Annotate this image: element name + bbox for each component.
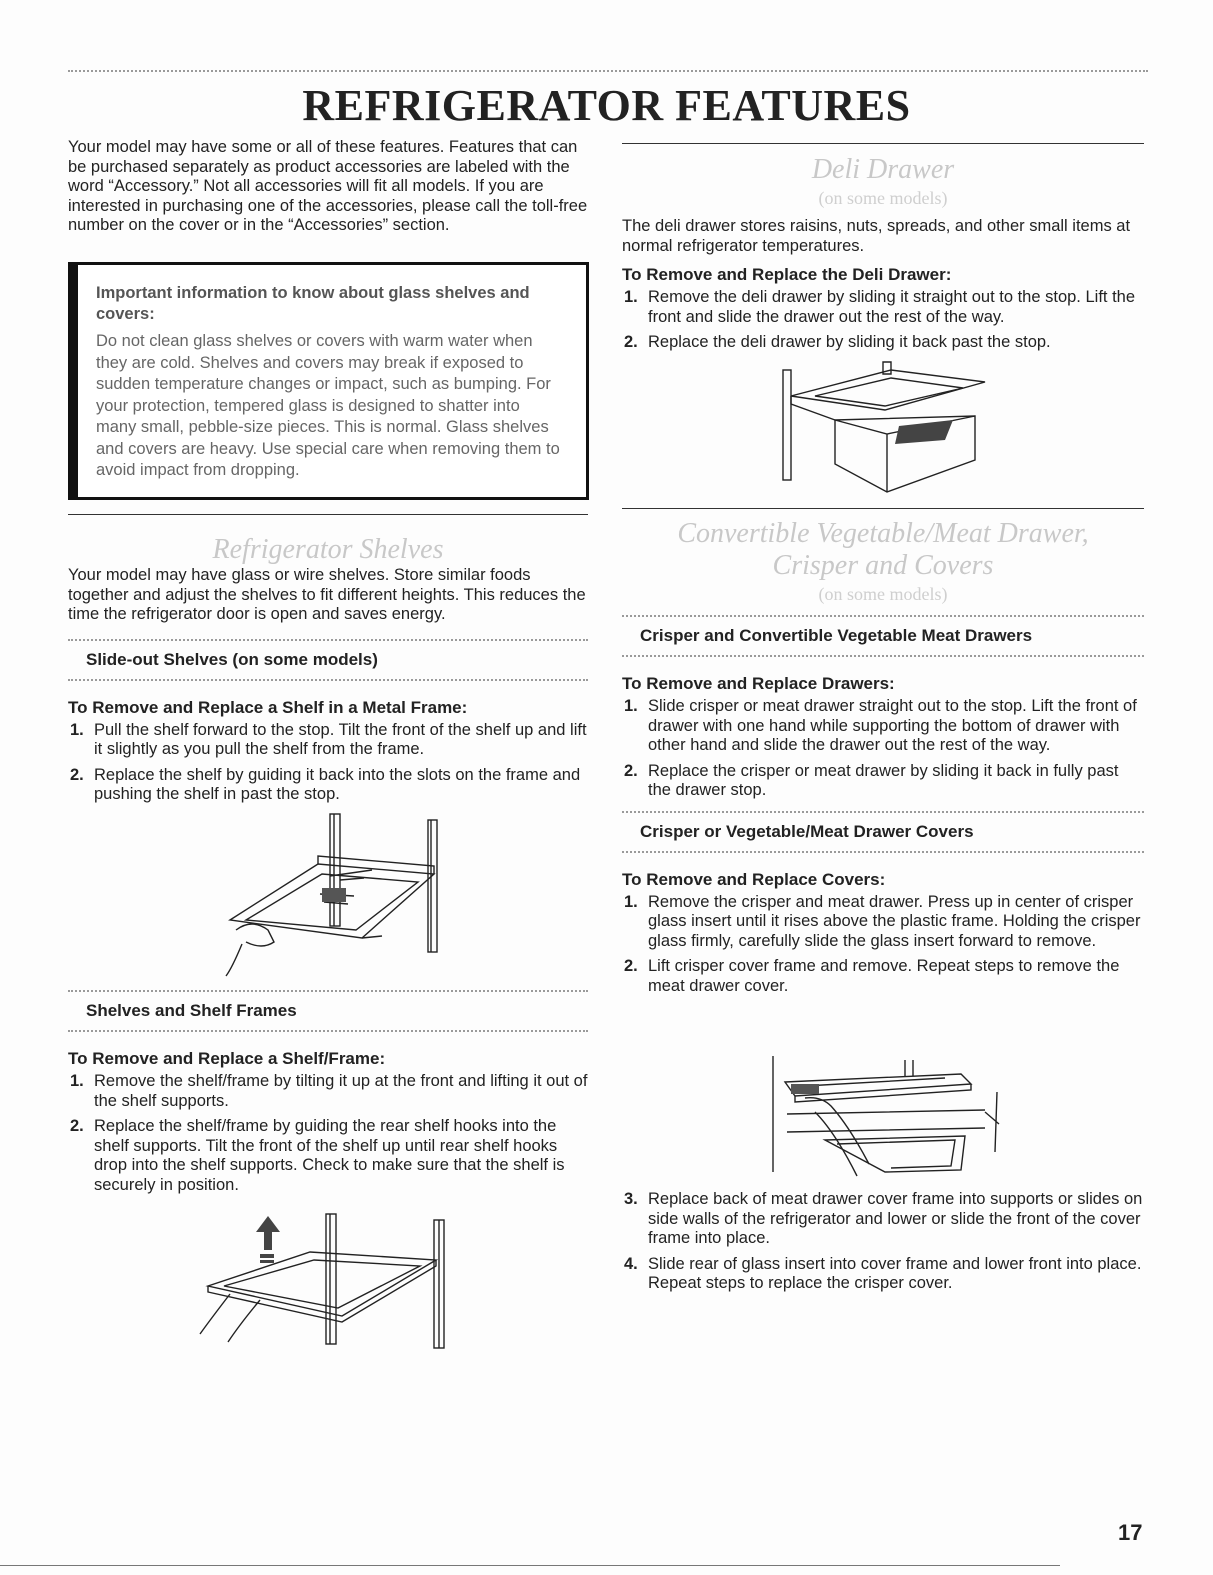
list-item: [622, 333, 1144, 353]
deli-steps: [622, 288, 1144, 353]
crisper-divider: [622, 508, 1144, 509]
intro-block: [68, 138, 588, 236]
step-text: Remove the shelf/frame by tilting it up at the front and lifting it out of the shelf supports.: [94, 1072, 588, 1110]
step-text: Replace the crisper or meat drawer by sliding it back in fully past the drawer stop.: [648, 761, 1119, 799]
drawers-heading: To Remove and Replace Drawers:: [622, 674, 895, 693]
deli-divider: [622, 143, 1144, 144]
step-number: 1.: [624, 288, 638, 306]
slide-out-band-label: Slide-out Shelves (on some models): [86, 649, 378, 669]
step-number: 1.: [624, 697, 638, 715]
step-number: 2.: [70, 1117, 84, 1135]
step-text: Replace the shelf/frame by guiding the rear shelf hooks into the shelf supports. Tilt the front of the shelf up until rear shelf hooks drop into the shelf supports. Check to make sure that the shelf is securely in position.: [94, 1117, 565, 1194]
glass-warning-box: [68, 262, 589, 500]
covers-band-label: Crisper or Vegetable/Meat Drawer Covers: [640, 821, 974, 841]
frames-section: [68, 990, 588, 1201]
crisper-title-line2: Crisper and Covers: [772, 550, 994, 581]
step-text: Remove the deli drawer by sliding it straight out to the stop. Lift the front and slide the drawer out the rest of the way.: [648, 288, 1136, 326]
warning-heading: Important information to know about glass shelves and covers:: [96, 284, 530, 323]
step-number: 2.: [624, 333, 638, 351]
list-item: [68, 1117, 588, 1195]
list-item: [622, 957, 1144, 996]
list-item: [622, 1190, 1144, 1249]
step-number: 1.: [70, 1072, 84, 1090]
list-item: [68, 721, 588, 760]
frames-band: [68, 990, 588, 1032]
step-text: Pull the shelf forward to the stop. Tilt the front of the shelf up and lift it slightly as you pull the shelf from the frame.: [94, 720, 587, 758]
deli-subtitle: (on some models): [818, 188, 948, 208]
warning-body: Do not clean glass shelves or covers with warm water when they are cold. Shelves and covers may break if exposed to sudden temperature changes or impact, such as bumping. For your protection, tempered glass is designed to shatter into many small, pebble-size pieces. This is normal. Glass shelves and covers are heavy. Use special care when removing them to avoid impact from dropping.: [96, 332, 560, 479]
covers-steps-after: [622, 1190, 1144, 1294]
covers-steps-continued: [622, 1188, 1144, 1300]
shelves-section: [68, 534, 588, 811]
slide-out-heading: To Remove and Replace a Shelf in a Metal Frame:: [68, 697, 468, 717]
frames-band-label: Shelves and Shelf Frames: [86, 1001, 297, 1020]
step-number: 1.: [624, 892, 638, 911]
list-item: [622, 697, 1144, 756]
shelves-divider: [68, 514, 588, 515]
step-text: Replace the shelf by guiding it back into the slots on the frame and pushing the shelf in past the stop.: [94, 765, 581, 803]
covers-band: [622, 811, 1144, 853]
list-item: [622, 762, 1144, 801]
slide-out-steps: [68, 721, 588, 805]
covers-heading: To Remove and Replace Covers:: [622, 869, 886, 889]
crisper-section: [622, 518, 1144, 1002]
slide-out-shelf-illustration: [222, 808, 452, 980]
list-item: [68, 1072, 588, 1111]
list-item: [622, 893, 1144, 952]
deli-heading: To Remove and Replace the Deli Drawer:: [622, 265, 952, 284]
frames-steps: [68, 1072, 588, 1195]
step-text: Slide crisper or meat drawer straight out to the stop. Lift the front of drawer with one hand while supporting the bottom of drawer with other hand and slide the drawer out the rest of the way.: [648, 697, 1137, 754]
step-number: 3.: [624, 1190, 638, 1208]
drawers-band-label: Crisper and Convertible Vegetable Meat Drawers: [640, 626, 1033, 645]
crisper-title-line1: Convertible Vegetable/Meat Drawer,: [677, 518, 1089, 549]
step-number: 2.: [624, 957, 638, 975]
step-text: Replace the deli drawer by sliding it back past the stop.: [648, 333, 1051, 351]
top-rule: [68, 70, 1148, 72]
step-text: Replace back of meat drawer cover frame into supports or slides on side walls of the refrigerator and lower or slide the front of the cover frame into place.: [648, 1190, 1143, 1247]
crisper-subtitle: (on some models): [818, 584, 948, 604]
step-text: Slide rear of glass insert into cover frame and lower front into place. Repeat steps to replace the crisper cover.: [648, 1254, 1142, 1292]
step-text: Lift crisper cover frame and remove. Repeat steps to remove the meat drawer cover.: [648, 957, 1120, 995]
bottom-rule: [0, 1565, 1060, 1566]
covers-steps: [622, 893, 1144, 997]
drawers-steps: [622, 697, 1144, 801]
shelf-frame-illustration: [190, 1210, 460, 1350]
deli-drawer-illustration: [775, 360, 995, 500]
list-item: [622, 288, 1144, 327]
list-item: [68, 766, 588, 805]
step-number: 2.: [70, 765, 84, 784]
page-number: 17: [1118, 1520, 1143, 1545]
slide-out-band: [68, 639, 588, 681]
step-number: 2.: [624, 761, 638, 780]
shelves-text: Your model may have glass or wire shelves. Store similar foods together and adjust the shelves to fit different heights. This reduces the time the refrigerator door is open and saves energy.: [68, 566, 586, 623]
intro-text: Your model may have some or all of these features. Features that can be purchased separately as product accessories are labeled with the word “Accessory.” Not all accessories will fit all models. If you are interested in purchasing one of the accessories, please call the toll-free number on the cover or in the “Accessories” section.: [68, 138, 588, 234]
deli-section: [622, 154, 1144, 359]
step-number: 4.: [624, 1254, 638, 1273]
crisper-cover-illustration: [765, 1052, 1015, 1182]
page-title: REFRIGERATOR FEATURES: [302, 81, 911, 130]
frames-heading: To Remove and Replace a Shelf/Frame:: [68, 1049, 386, 1068]
shelves-title: Refrigerator Shelves: [212, 534, 444, 565]
step-number: 1.: [70, 720, 84, 739]
deli-title: Deli Drawer: [811, 154, 955, 185]
drawers-band: [622, 615, 1144, 657]
step-text: Remove the crisper and meat drawer. Press up in center of crisper glass insert until it rises above the plastic frame. Holding the crisper glass firmly, carefully slide the glass insert forward to remove.: [648, 892, 1141, 950]
list-item: [622, 1255, 1144, 1294]
deli-text: The deli drawer stores raisins, nuts, spreads, and other small items at normal refrigerator temperatures.: [622, 217, 1131, 255]
